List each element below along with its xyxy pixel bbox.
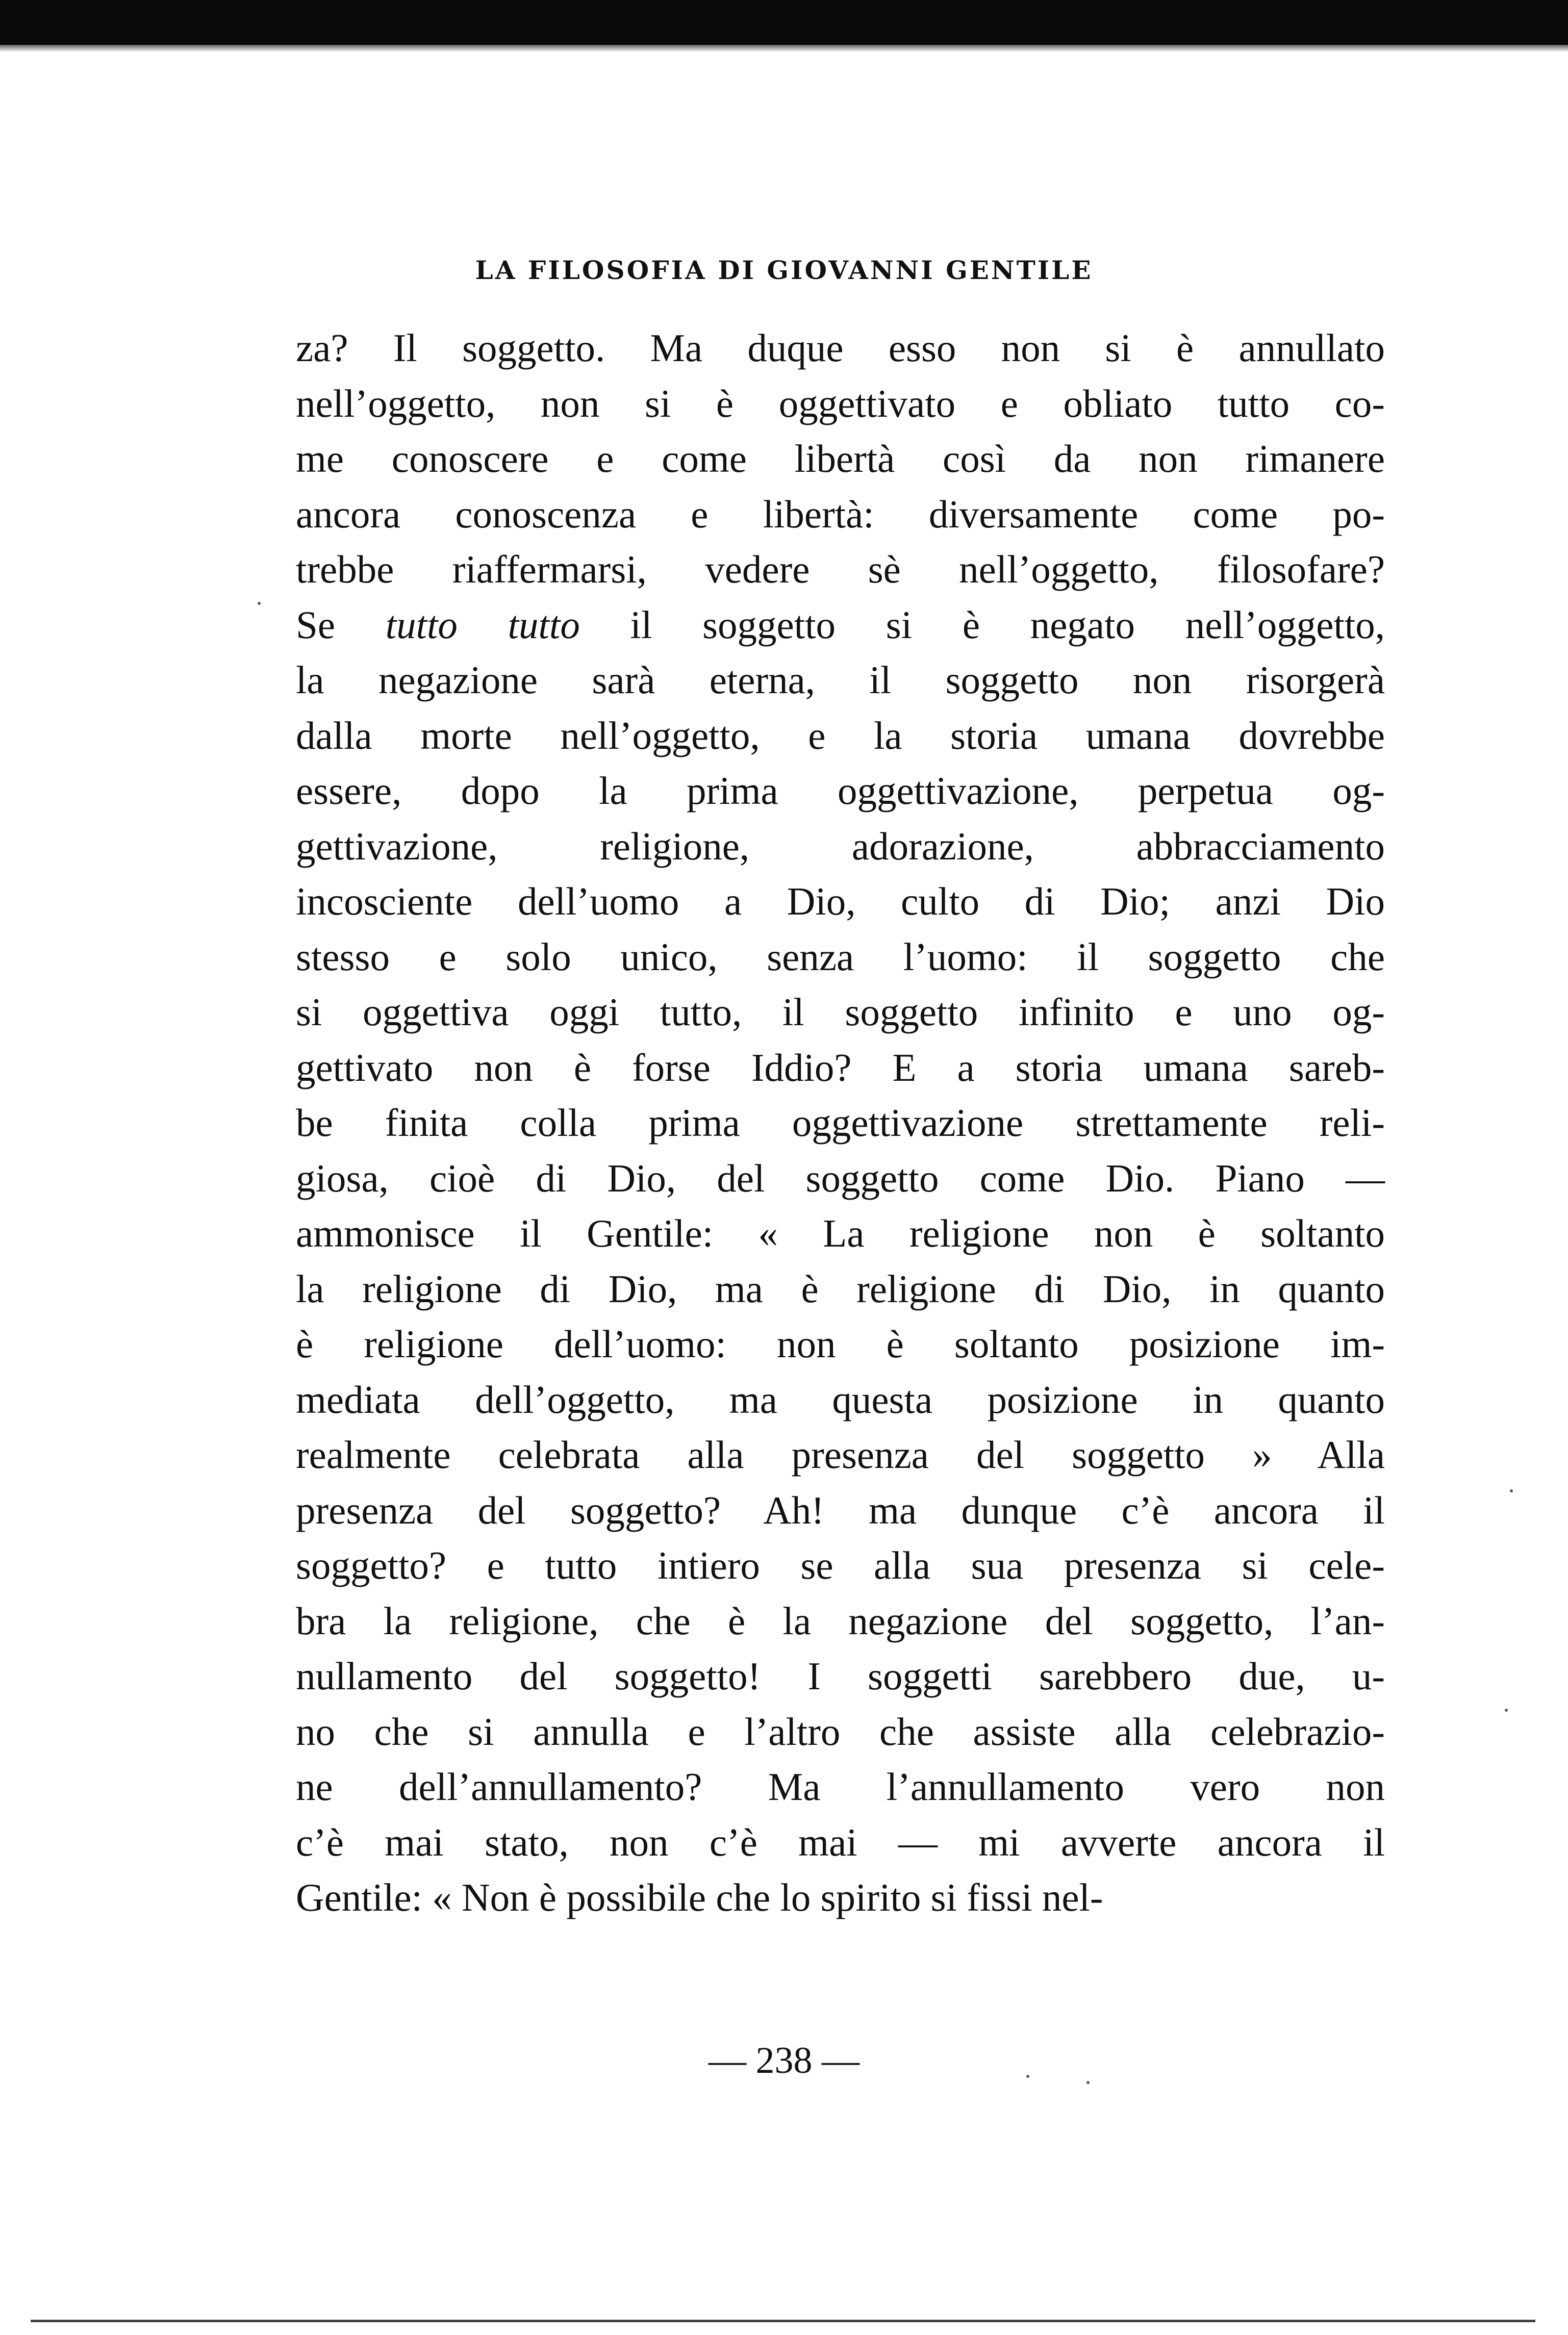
text-line: gettivato non è forse Iddio? E a storia umana sareb- <box>296 1045 1385 1089</box>
text-line: ammonisce il Gentile: « La religione non è soltanto <box>296 1211 1385 1255</box>
text-segment: Se <box>296 602 386 647</box>
text-line: nullamento del soggetto! I soggetti sarebbero due, u- <box>296 1654 1385 1698</box>
text-line: no che si annulla e l’altro che assiste alla celebrazio- <box>296 1709 1385 1754</box>
text-line: me conoscere e come libertà così da non rimanere <box>296 437 1385 480</box>
scan-top-shadow-edge <box>0 41 1568 52</box>
text-line: soggetto? e tutto intiero se alla sua presenza si cele- <box>296 1543 1385 1587</box>
scan-bottom-edge <box>31 2320 1535 2322</box>
running-head: LA FILOSOFIA DI GIOVANNI GENTILE <box>475 255 1093 285</box>
scan-speck <box>1026 2075 1029 2078</box>
body-text <box>296 320 1385 1925</box>
text-line: ne dell’annullamento? Ma l’annullamento vero non <box>296 1765 1385 1809</box>
text-line: mediata dell’oggetto, ma questa posizione in quanto <box>296 1377 1385 1422</box>
text-line: Gentile: « Non è possibile che lo spirito si fissi nel- <box>296 1875 1103 1919</box>
text-line: presenza del soggetto? Ah! ma dunque c’è ancora il <box>296 1488 1385 1532</box>
scan-speck <box>258 602 261 605</box>
italic-emphasis: tutto tutto <box>385 602 580 647</box>
scan-top-shadow <box>0 0 1568 45</box>
text-line: gettivazione, religione, adorazione, abbracciamento <box>296 824 1385 868</box>
text-line: c’è mai stato, non c’è mai — mi avverte ancora il <box>296 1820 1385 1864</box>
scan-speck <box>1086 2081 1090 2084</box>
text-line: realmente celebrata alla presenza del soggetto » Alla <box>296 1433 1385 1477</box>
text-line: trebbe riaffermarsi, vedere sè nell’oggetto, filosofare? <box>296 547 1385 591</box>
text-line: be finita colla prima oggettivazione strettamente reli- <box>296 1101 1385 1145</box>
text-line: essere, dopo la prima oggettivazione, perpetua og- <box>296 769 1385 813</box>
text-line: la negazione sarà eterna, il soggetto non risorgerà <box>296 658 1385 702</box>
text-line: si oggettiva oggi tutto, il soggetto infinito e uno og- <box>296 990 1385 1034</box>
text-line: è religione dell’uomo: non è soltanto posizione im- <box>296 1322 1385 1366</box>
scan-speck <box>1510 1489 1513 1492</box>
scan-speck <box>1505 1709 1508 1712</box>
text-segment: il soggetto si è negato nell’oggetto, <box>579 602 1385 647</box>
text-line: za? Il soggetto. Ma duque esso non si è annullato <box>296 326 1385 370</box>
text-line: dalla morte nell’oggetto, e la storia umana dovrebbe <box>296 713 1385 757</box>
text-line: nell’oggetto, non si è oggettivato e obliato tutto co- <box>296 381 1385 425</box>
text-line: la religione di Dio, ma è religione di Dio, in quanto <box>296 1266 1385 1311</box>
text-line: ancora conoscenza e libertà: diversamente come po- <box>296 492 1385 536</box>
text-line-with-italic <box>296 597 1385 653</box>
page-number: — 238 — <box>709 2040 859 2082</box>
text-line: stesso e solo unico, senza l’uomo: il soggetto che <box>296 934 1385 979</box>
text-line: giosa, cioè di Dio, del soggetto come Dio. Piano — <box>296 1156 1385 1200</box>
text-line: bra la religione, che è la negazione del soggetto, l’an- <box>296 1598 1385 1643</box>
text-line: incosciente dell’uomo a Dio, culto di Dio; anzi Dio <box>296 879 1385 923</box>
